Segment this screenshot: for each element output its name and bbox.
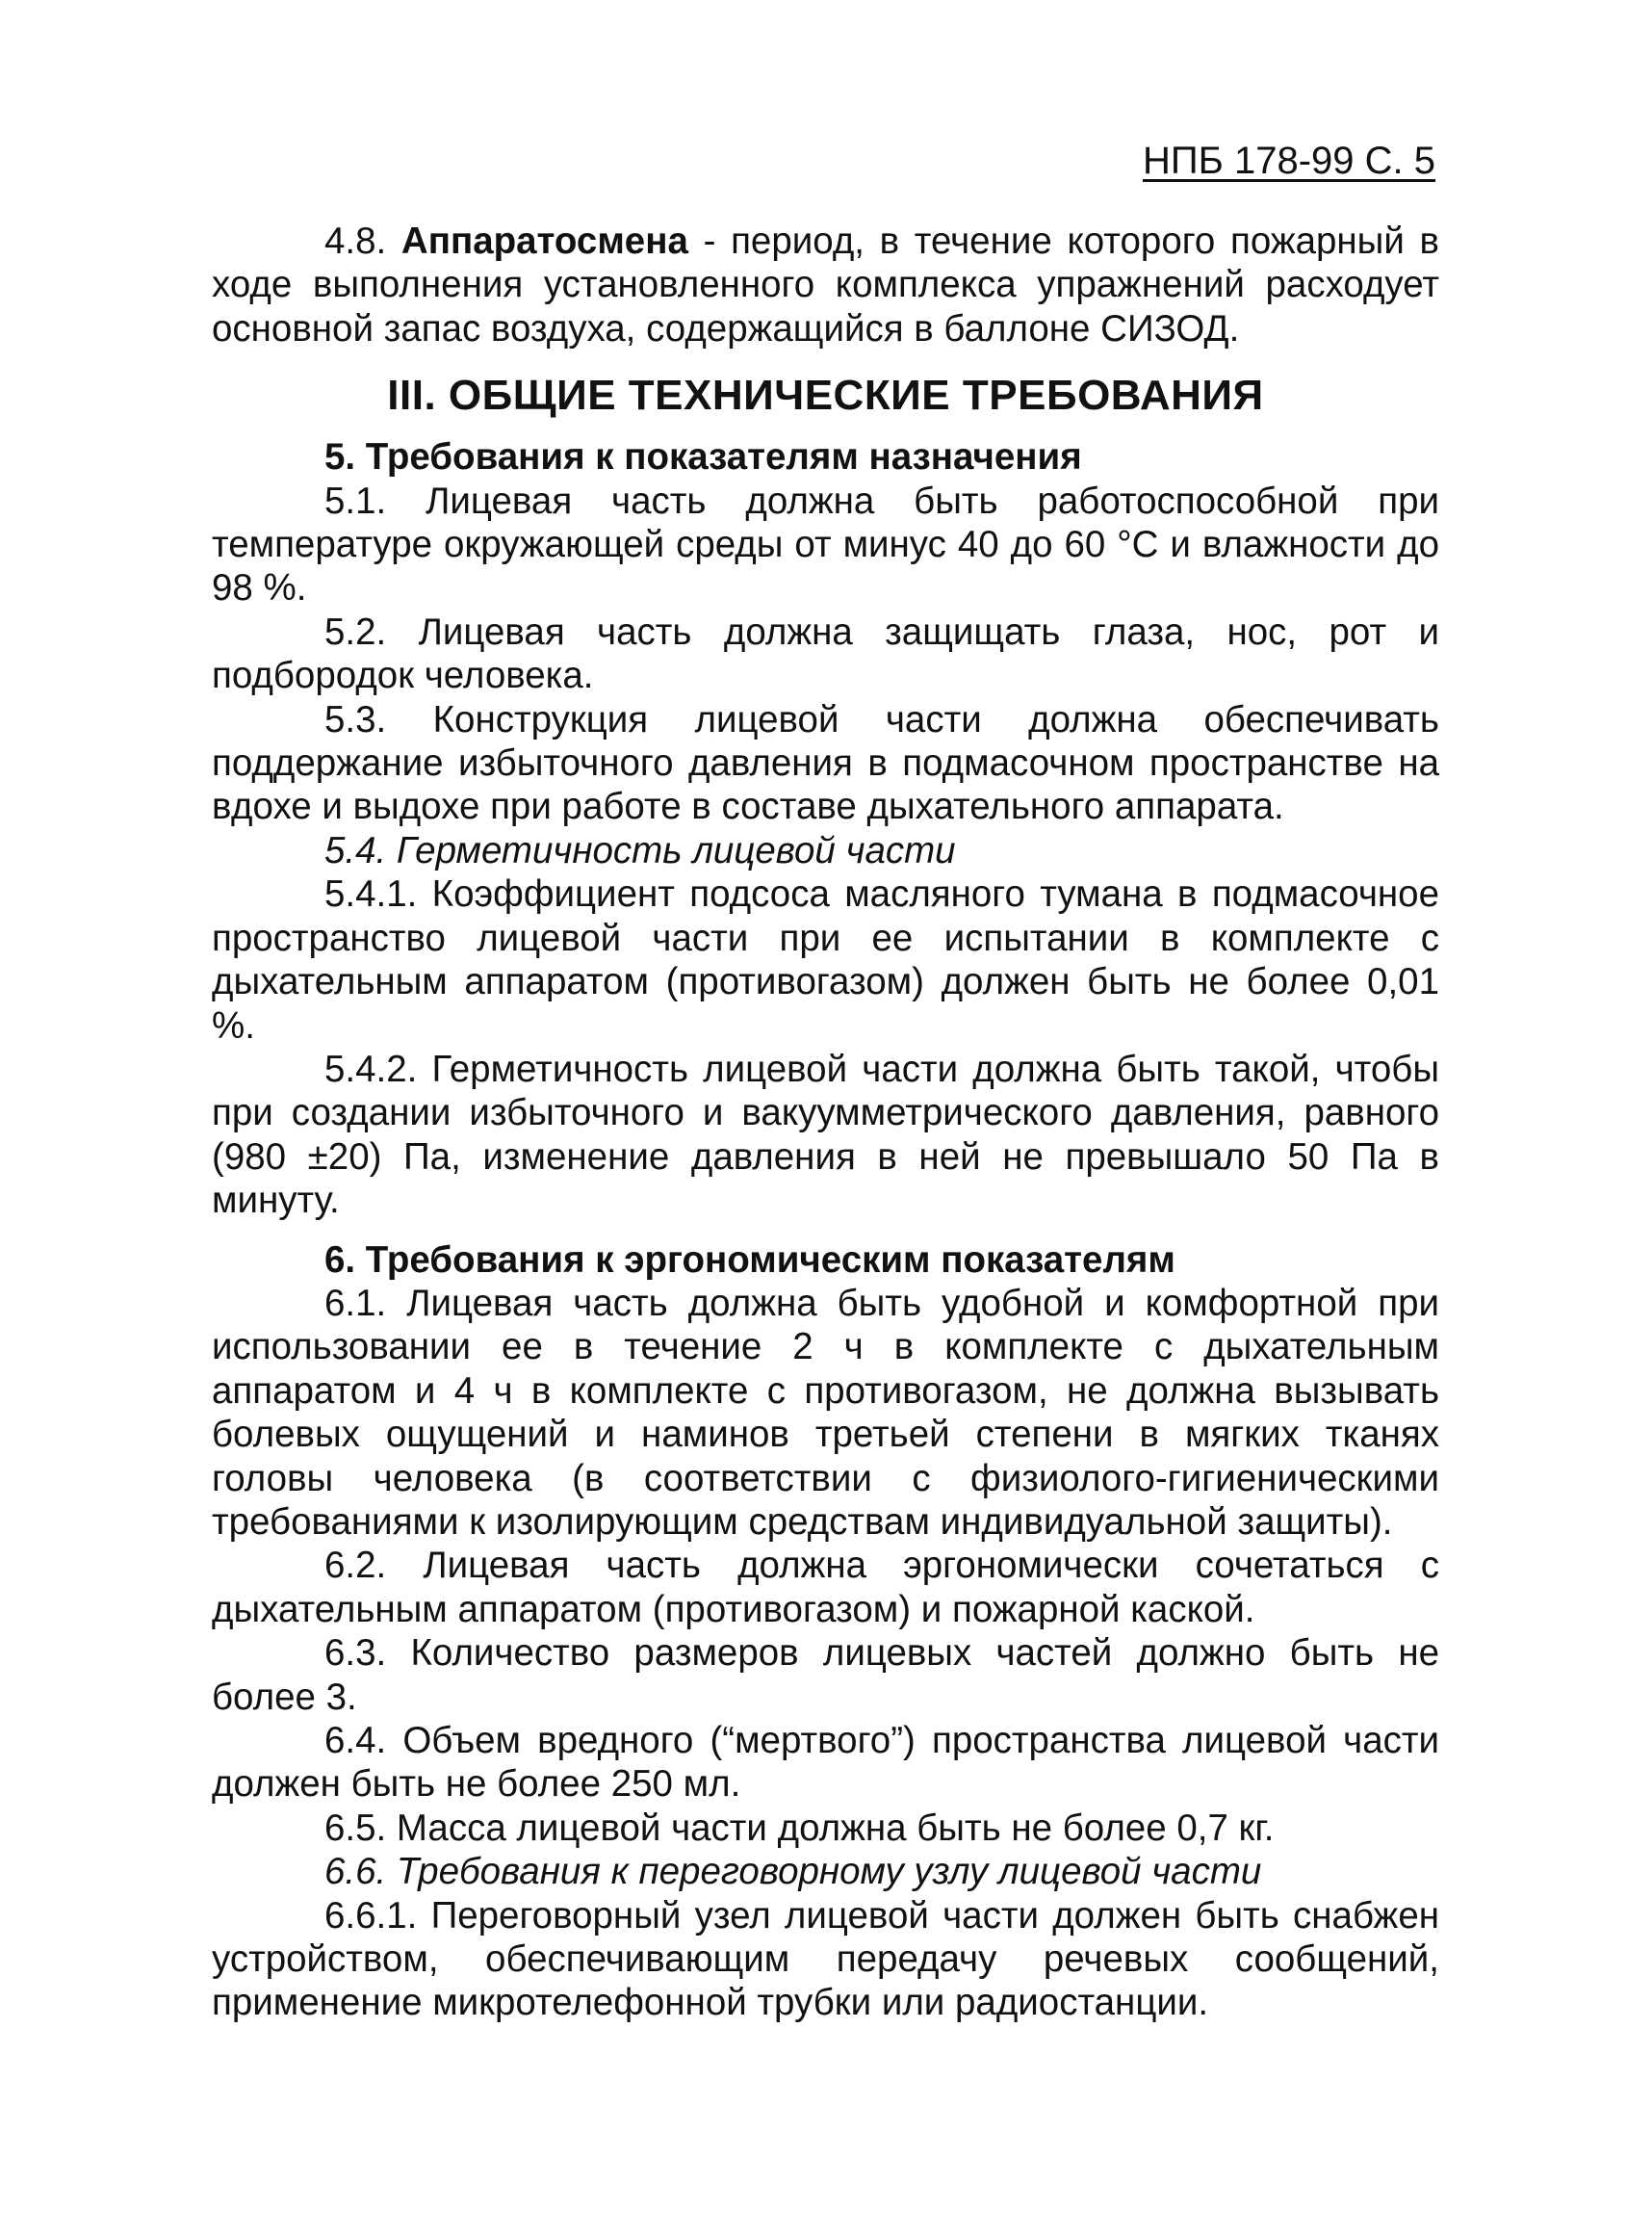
paragraph-5-2: 5.2. Лицевая часть должна защищать глаза, нос, рот и подбородок человека. xyxy=(212,611,1439,697)
paragraph-5-4-1: 5.4.1. Коэффициент подсоса масляного тумана в подмасочное пространство лицевой части при ее испытании в комплекте с дыхательным аппаратом (противогазом) должен быть не более 0,01 %. xyxy=(212,873,1439,1047)
paragraph-6-4: 6.4. Объем вредного (“мертвого”) пространства лицевой части должен быть не более 250 мл. xyxy=(212,1720,1439,1806)
term-definition: Аппаратосмена xyxy=(400,221,688,262)
subsection-heading-5-4: 5.4. Герметичность лицевой части xyxy=(324,829,956,871)
paragraph-5-1: 5.1. Лицевая часть должна быть работоспособной при температуре окружающей среды от минус 40 до 60 °С и влажности до 98 %. xyxy=(212,480,1439,610)
document-body xyxy=(212,220,1439,2025)
paragraph-number: 4.8. xyxy=(324,221,401,262)
subsection-title-5: 5. Требования к показателям назначения xyxy=(324,436,1082,479)
paragraph-text: - период, в течение которого пожарный в ходе выполнения установленного комплекса упражнений расходует основной запас воздуха, содержащийся в баллоне СИЗОД. xyxy=(212,221,1439,350)
paragraph-4-8 xyxy=(212,220,1439,351)
paragraph-5-4-2: 5.4.2. Герметичность лицевой части должна быть такой, чтобы при создании избыточного и вакуумметрического давления, равного (980 ±20) Па, изменение давления в ней не превышало 50 Па в минуту. xyxy=(212,1048,1439,1222)
paragraph-6-3: 6.3. Количество размеров лицевых частей должно быть не более 3. xyxy=(212,1632,1439,1718)
paragraph-6-5: 6.5. Масса лицевой части должна быть не более 0,7 кг. xyxy=(324,1807,1275,1849)
subsection-heading-6-6: 6.6. Требования к переговорному узлу лицевой части xyxy=(324,1851,1262,1893)
paragraph-5-3: 5.3. Конструкция лицевой части должна обеспечивать поддержание избыточного давления в подмасочном пространстве на вдохе и выдохе при работе в составе дыхательного аппарата. xyxy=(212,698,1439,828)
section-title-3: III. ОБЩИЕ ТЕХНИЧЕСКИЕ ТРЕБОВАНИЯ xyxy=(387,372,1264,420)
page-header: НПБ 178-99 С. 5 xyxy=(1142,140,1435,182)
paragraph-6-6-1: 6.6.1. Переговорный узел лицевой части должен быть снабжен устройством, обеспечивающим передачу речевых сообщений, применение микротелефонной трубки или радиостанции. xyxy=(212,1894,1439,2024)
subsection-title-6: 6. Требования к эргономическим показателям xyxy=(324,1238,1175,1281)
paragraph-6-1: 6.1. Лицевая часть должна быть удобной и комфортной при использовании ее в течение 2 ч в комплекте с дыхательным аппаратом и 4 ч в комплекте с противогазом, не должна вызывать болевых ощущений и наминов третьей степени в мягких тканях головы человека (в соответствии с физиолого-гигиеническими требованиями к изолирующим средствам индивидуальной защиты). xyxy=(212,1282,1439,1543)
paragraph-6-2: 6.2. Лицевая часть должна эргономически сочетаться с дыхательным аппаратом (противогазом) и пожарной каской. xyxy=(212,1545,1439,1630)
